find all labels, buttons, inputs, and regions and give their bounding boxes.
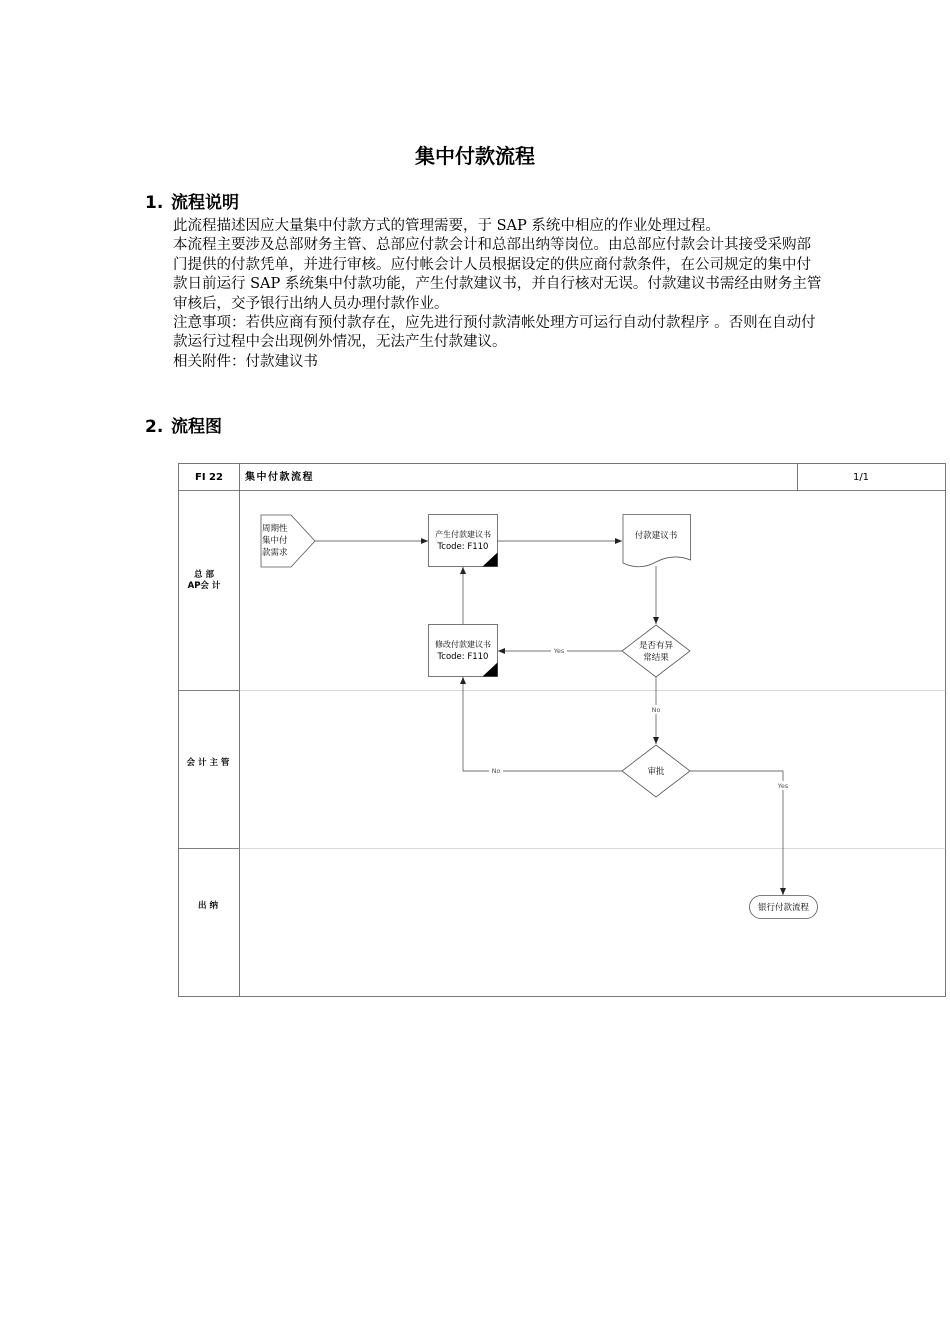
lane-dividers xyxy=(240,691,946,849)
section-number: 1. xyxy=(145,193,164,213)
node-bank-payment xyxy=(750,896,818,919)
arrow-approval-to-bank xyxy=(690,771,783,895)
description-paragraph: 本流程主要涉及总部财务主管、总部应付款会计和总部出纳等岗位。由总部应付款会计其接受采购部门提供的付款凭单，并进行审核。应付帐会计人员根据设定的供应商付款条件，在公司规定的集中付款日前运行 SAP 系统集中付款功能，产生付款建议书，并自行核对无误。付款建议书需经由财务主管审核后，交予银行出纳人员办理付款作业。 xyxy=(173,237,822,312)
node-label-line: 款需求 xyxy=(262,548,288,558)
node-label-line: 集中付 xyxy=(262,536,288,546)
notes-paragraph: 注意事项：若供应商有预付款存在，应先进行预付款清帐处理方可运行自动付款程序 。否则在自动付款运行过程中会出现例外情况，无法产生付款建议。 xyxy=(173,315,816,351)
edge-label-yes: Yes xyxy=(777,782,789,790)
lane-label-supervisor: 会 计 主 管 xyxy=(186,758,230,768)
description-paragraph: 此流程描述因应大量集中付款方式的管理需要，于 SAP 系统中相应的作业处理过程。 xyxy=(173,218,720,234)
node-label-line: 修改付款建议书 xyxy=(435,640,491,649)
node-periodic-demand xyxy=(261,515,315,567)
flowchart-title: 集中付款流程 xyxy=(245,472,314,483)
edge-label-no: No xyxy=(491,767,501,775)
section-number: 2. xyxy=(145,417,164,437)
flow-connectors xyxy=(315,541,783,895)
document-title: 集中付款流程 xyxy=(415,144,535,168)
node-label-line: 银行付款流程 xyxy=(757,903,810,913)
edge-label-no: No xyxy=(651,706,661,714)
node-label-line: 产生付款建议书 xyxy=(435,530,491,539)
edge-label-yes: Yes xyxy=(553,647,565,655)
node-label-line: 付款建议书 xyxy=(634,531,678,541)
node-generate-proposal xyxy=(429,515,498,567)
node-label-line: 周期性 xyxy=(262,524,288,534)
node-payment-proposal-doc xyxy=(623,515,691,567)
node-approval-decision xyxy=(622,745,690,797)
node-exception-decision xyxy=(622,625,690,677)
node-modify-proposal xyxy=(429,625,498,677)
node-label-line: Tcode: F110 xyxy=(437,542,489,552)
attachment-line: 相关附件：付款建议书 xyxy=(173,353,318,370)
section-title: 流程说明 xyxy=(171,193,239,213)
lane-label-ap-line1: 总 部 xyxy=(194,570,214,580)
node-label-line: 是否有异 xyxy=(638,641,674,651)
node-label-line: Tcode: F110 xyxy=(437,652,489,662)
lane-label-ap-line2: AP会 计 xyxy=(187,581,221,591)
lane-label-cashier: 出 纳 xyxy=(198,901,218,911)
arrow-approval-to-modify xyxy=(463,677,622,771)
node-label-line: 常结果 xyxy=(643,653,669,663)
section-title: 流程图 xyxy=(171,417,222,437)
flowchart-code: FI 22 xyxy=(195,472,223,483)
flowchart-page: 1/1 xyxy=(852,472,870,483)
node-label-line: 审批 xyxy=(647,767,665,777)
